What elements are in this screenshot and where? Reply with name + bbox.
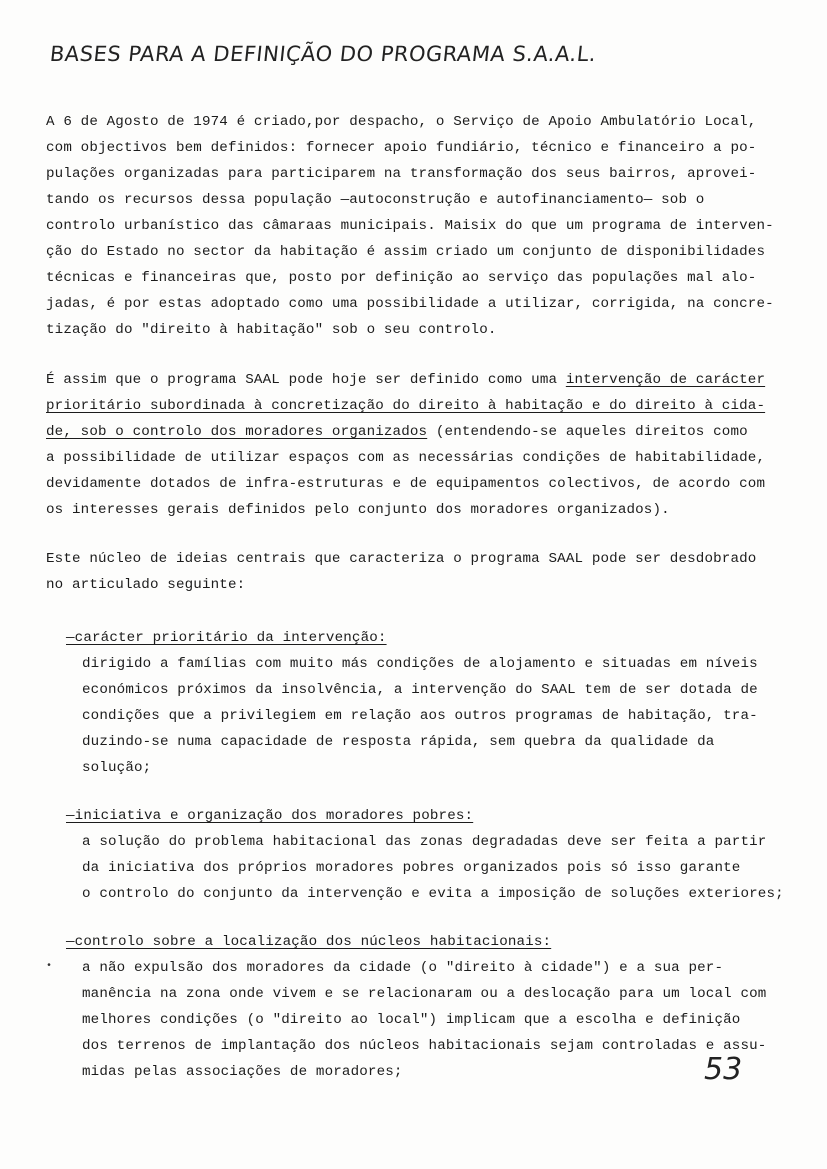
text-line: ção do Estado no sector da habitação é assim criado um conjunto de disponibilidades (46, 244, 766, 260)
underlined-text: prioritário subordinada à concretização do direito à habitação e do direito à cida- (46, 398, 766, 414)
text-line: controlo urbanístico das câmaraas municipais. Maisix do que um programa de interven- (46, 218, 774, 234)
text-line: tando os recursos dessa população —autoconstrução e autofinanciamento— sob o (46, 192, 705, 208)
text-line: A 6 de Agosto de 1974 é criado,por despacho, o Serviço de Apoio Ambulatório Local, (46, 114, 757, 130)
text-line: melhores condições (o "direito ao local") implicam que a escolha e definição (82, 1012, 741, 1028)
text-span: É assim que o programa SAAL pode hoje ser definido como uma (46, 372, 566, 388)
underlined-text: de, sob o controlo dos moradores organizados (46, 424, 428, 440)
page-number: 53 (704, 1052, 743, 1087)
text-line: o controlo do conjunto da intervenção e evita a imposição de soluções exteriores; (82, 886, 784, 902)
text-line: tização do "direito à habitação" sob o seu controlo. (46, 322, 497, 338)
text-line (46, 422, 748, 442)
text-line: a solução do problema habitacional das zonas degradadas deve ser feita a partir (82, 834, 767, 850)
text-line: devidamente dotados de infra-estruturas e de equipamentos colectivos, de acordo com (46, 476, 766, 492)
document-title-text: BASES PARA A DEFINIÇÃO DO PROGRAMA S.A.A.L. (48, 42, 598, 66)
text-line: técnicas e financeiras que, posto por definição ao serviço das populações mal alo- (46, 270, 757, 286)
text-line: com objectivos bem definidos: fornecer apoio fundiário, técnico e financeiro a po- (46, 140, 757, 156)
text-line: manência na zona onde vivem e se relacionaram ou a deslocação para um local com (82, 986, 767, 1002)
bullet-dot-icon: • (46, 961, 53, 972)
underlined-text: intervenção de carácter (565, 372, 766, 388)
list-item-heading: —controlo sobre a localização dos núcleos habitacionais: (66, 934, 552, 950)
text-line: económicos próximos da insolvência, a intervenção do SAAL tem de ser dotada de (82, 682, 758, 698)
list-item-heading: —carácter prioritário da intervenção: (66, 630, 387, 646)
text-line: condições que a privilegiem em relação aos outros programas de habitação, tra- (82, 708, 758, 724)
text-line: da iniciativa dos próprios moradores pobres organizados pois só isso garante (82, 860, 741, 876)
text-line: Este núcleo de ideias centrais que caracteriza o programa SAAL pode ser desdobrado (46, 551, 757, 567)
text-line: jadas, é por estas adoptado como uma possibilidade a utilizar, corrigida, na concre- (46, 296, 774, 312)
document-title (49, 42, 598, 66)
text-line: dos terrenos de implantação dos núcleos habitacionais sejam controladas e assu- (82, 1038, 767, 1054)
text-span: (entendendo-se aqueles direitos como (427, 424, 748, 440)
text-line: midas pelas associações de moradores; (82, 1064, 403, 1080)
list-item-heading: —iniciativa e organização dos moradores pobres: (66, 808, 474, 824)
text-line: os interesses gerais definidos pelo conjunto dos moradores organizados). (46, 502, 670, 518)
text-line (46, 370, 765, 390)
text-line: a possibilidade de utilizar espaços com as necessárias condições de habitabilidade, (46, 450, 766, 466)
text-line: solução; (82, 760, 152, 776)
text-line: pulações organizadas para participarem na transformação dos seus bairros, aprovei- (46, 166, 757, 182)
text-line: no articulado seguinte: (46, 577, 246, 593)
text-line: duzindo-se numa capacidade de resposta rápida, sem quebra da qualidade da (82, 734, 715, 750)
text-line (46, 396, 765, 416)
text-line: dirigido a famílias com muito más condições de alojamento e situadas em níveis (82, 656, 758, 672)
text-line: a não expulsão dos moradores da cidade (o "direito à cidade") e a sua per- (82, 960, 724, 976)
